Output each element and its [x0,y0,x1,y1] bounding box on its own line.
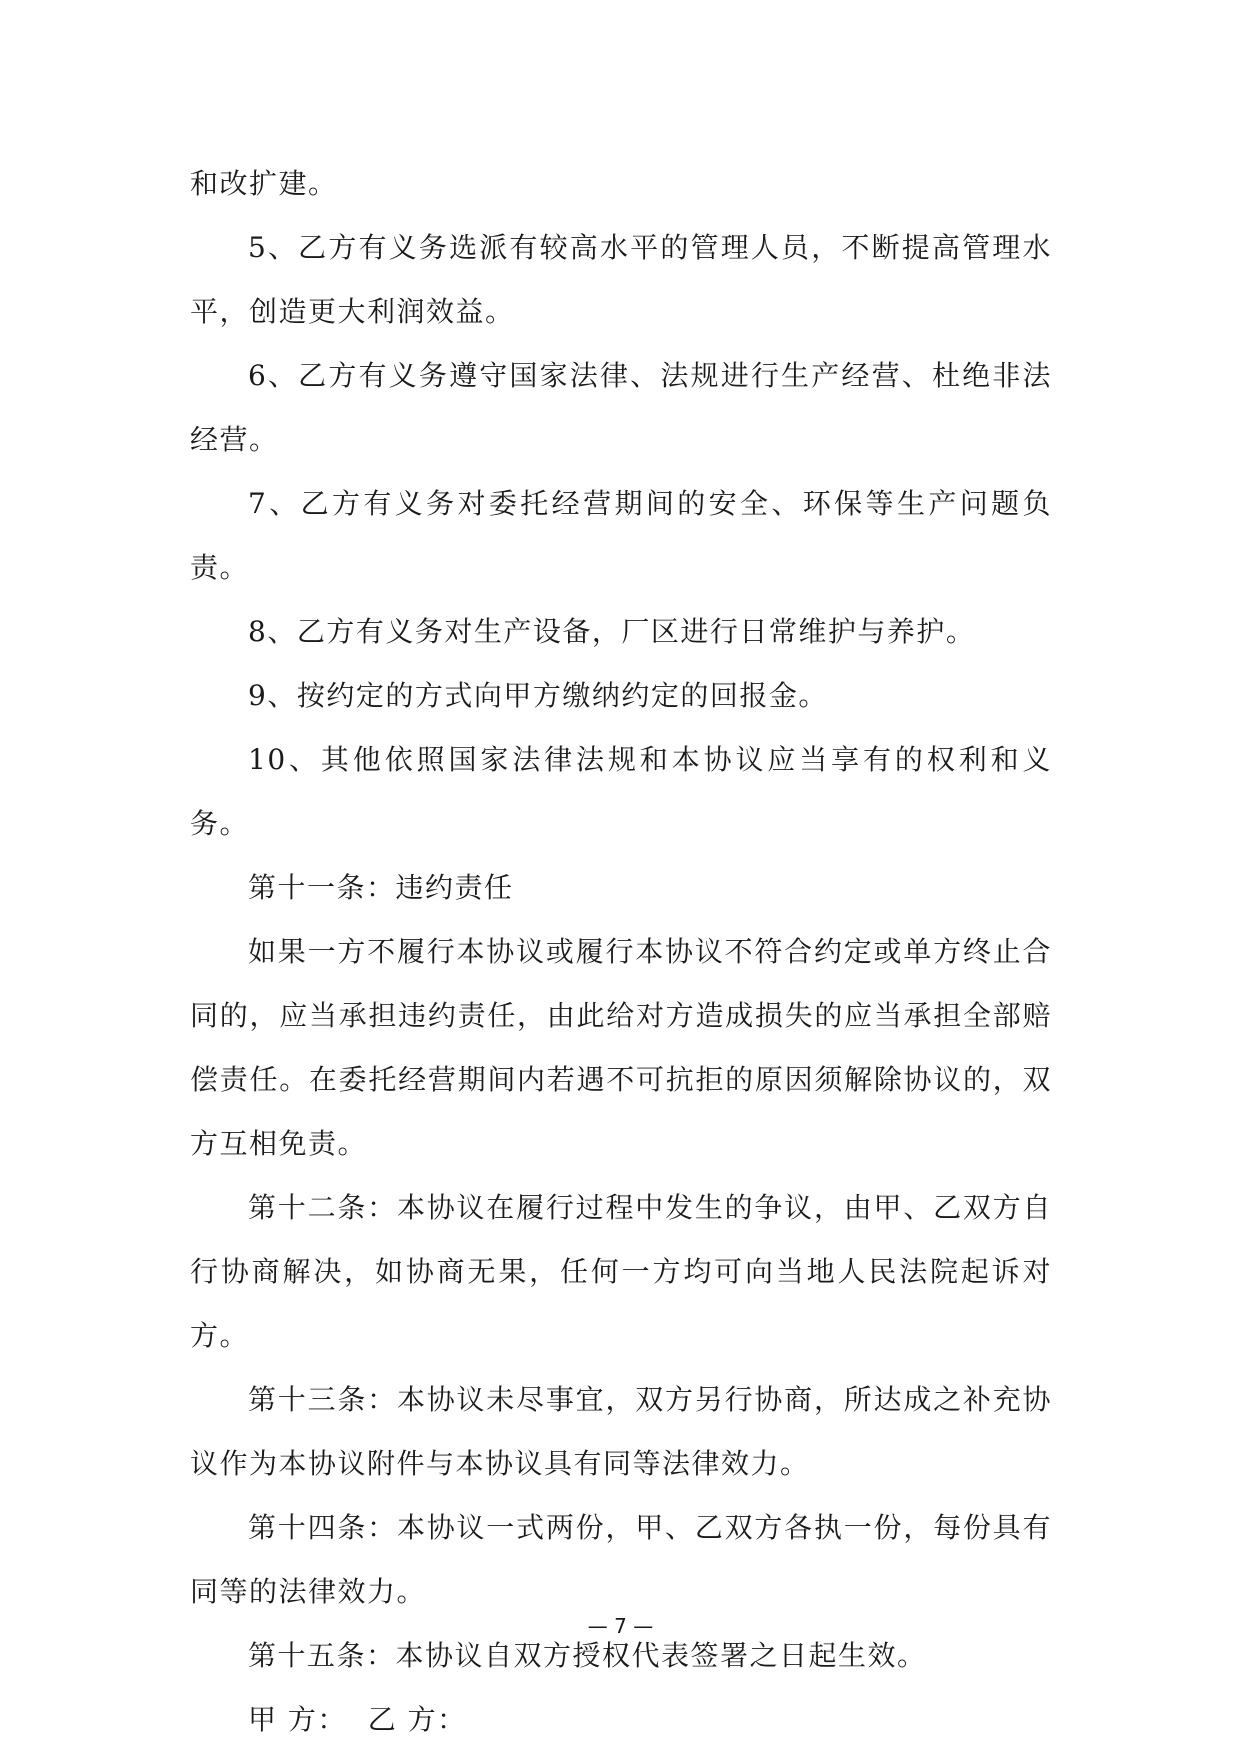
article-14: 第十四条：本协议一式两份，甲、乙双方各执一份，每份具有同等的法律效力。 [190,1511,1052,1608]
paragraph-5: 8、乙方有义务对生产设备，厂区进行日常维护与养护。 [248,615,976,648]
paragraph-4: 7、乙方有义务对委托经营期间的安全、环保等生产问题负责。 [190,487,1052,584]
paragraph-6: 9、按约定的方式向甲方缴纳约定的回报金。 [248,679,828,712]
section-heading-article-11: 第十一条：违约责任 [248,871,514,904]
article-12: 第十二条：本协议在履行过程中发生的争议，由甲、乙双方自行协商解决，如协商无果，任何一方均可向当地人民法院起诉对方。 [190,1191,1052,1352]
paragraph-7: 10、其他依照国家法律法规和本协议应当享有的权利和义务。 [190,743,1052,840]
article-13: 第十三条：本协议未尽事宜，双方另行协商，所达成之补充协议作为本协议附件与本协议具有同等法律效力。 [190,1383,1052,1480]
page-number: — 7 — [587,1614,654,1638]
signature-line: 甲 方： 乙 方： [248,1703,467,1736]
document-body [190,152,1052,1752]
paragraph-3: 6、乙方有义务遵守国家法律、法规进行生产经营、杜绝非法经营。 [190,359,1052,456]
paragraph-9: 如果一方不履行本协议或履行本协议不符合约定或单方终止合同的，应当承担违约责任，由此给对方造成损失的应当承担全部赔偿责任。在委托经营期间内若遇不可抗拒的原因须解除协议的，双方互相免责。 [190,935,1052,1160]
article-15: 第十五条：本协议自双方授权代表签署之日起生效。 [248,1639,927,1672]
paragraph-2: 5、乙方有义务选派有较高水平的管理人员，不断提高管理水平，创造更大利润效益。 [190,231,1052,328]
paragraph-1: 和改扩建。 [190,167,338,200]
